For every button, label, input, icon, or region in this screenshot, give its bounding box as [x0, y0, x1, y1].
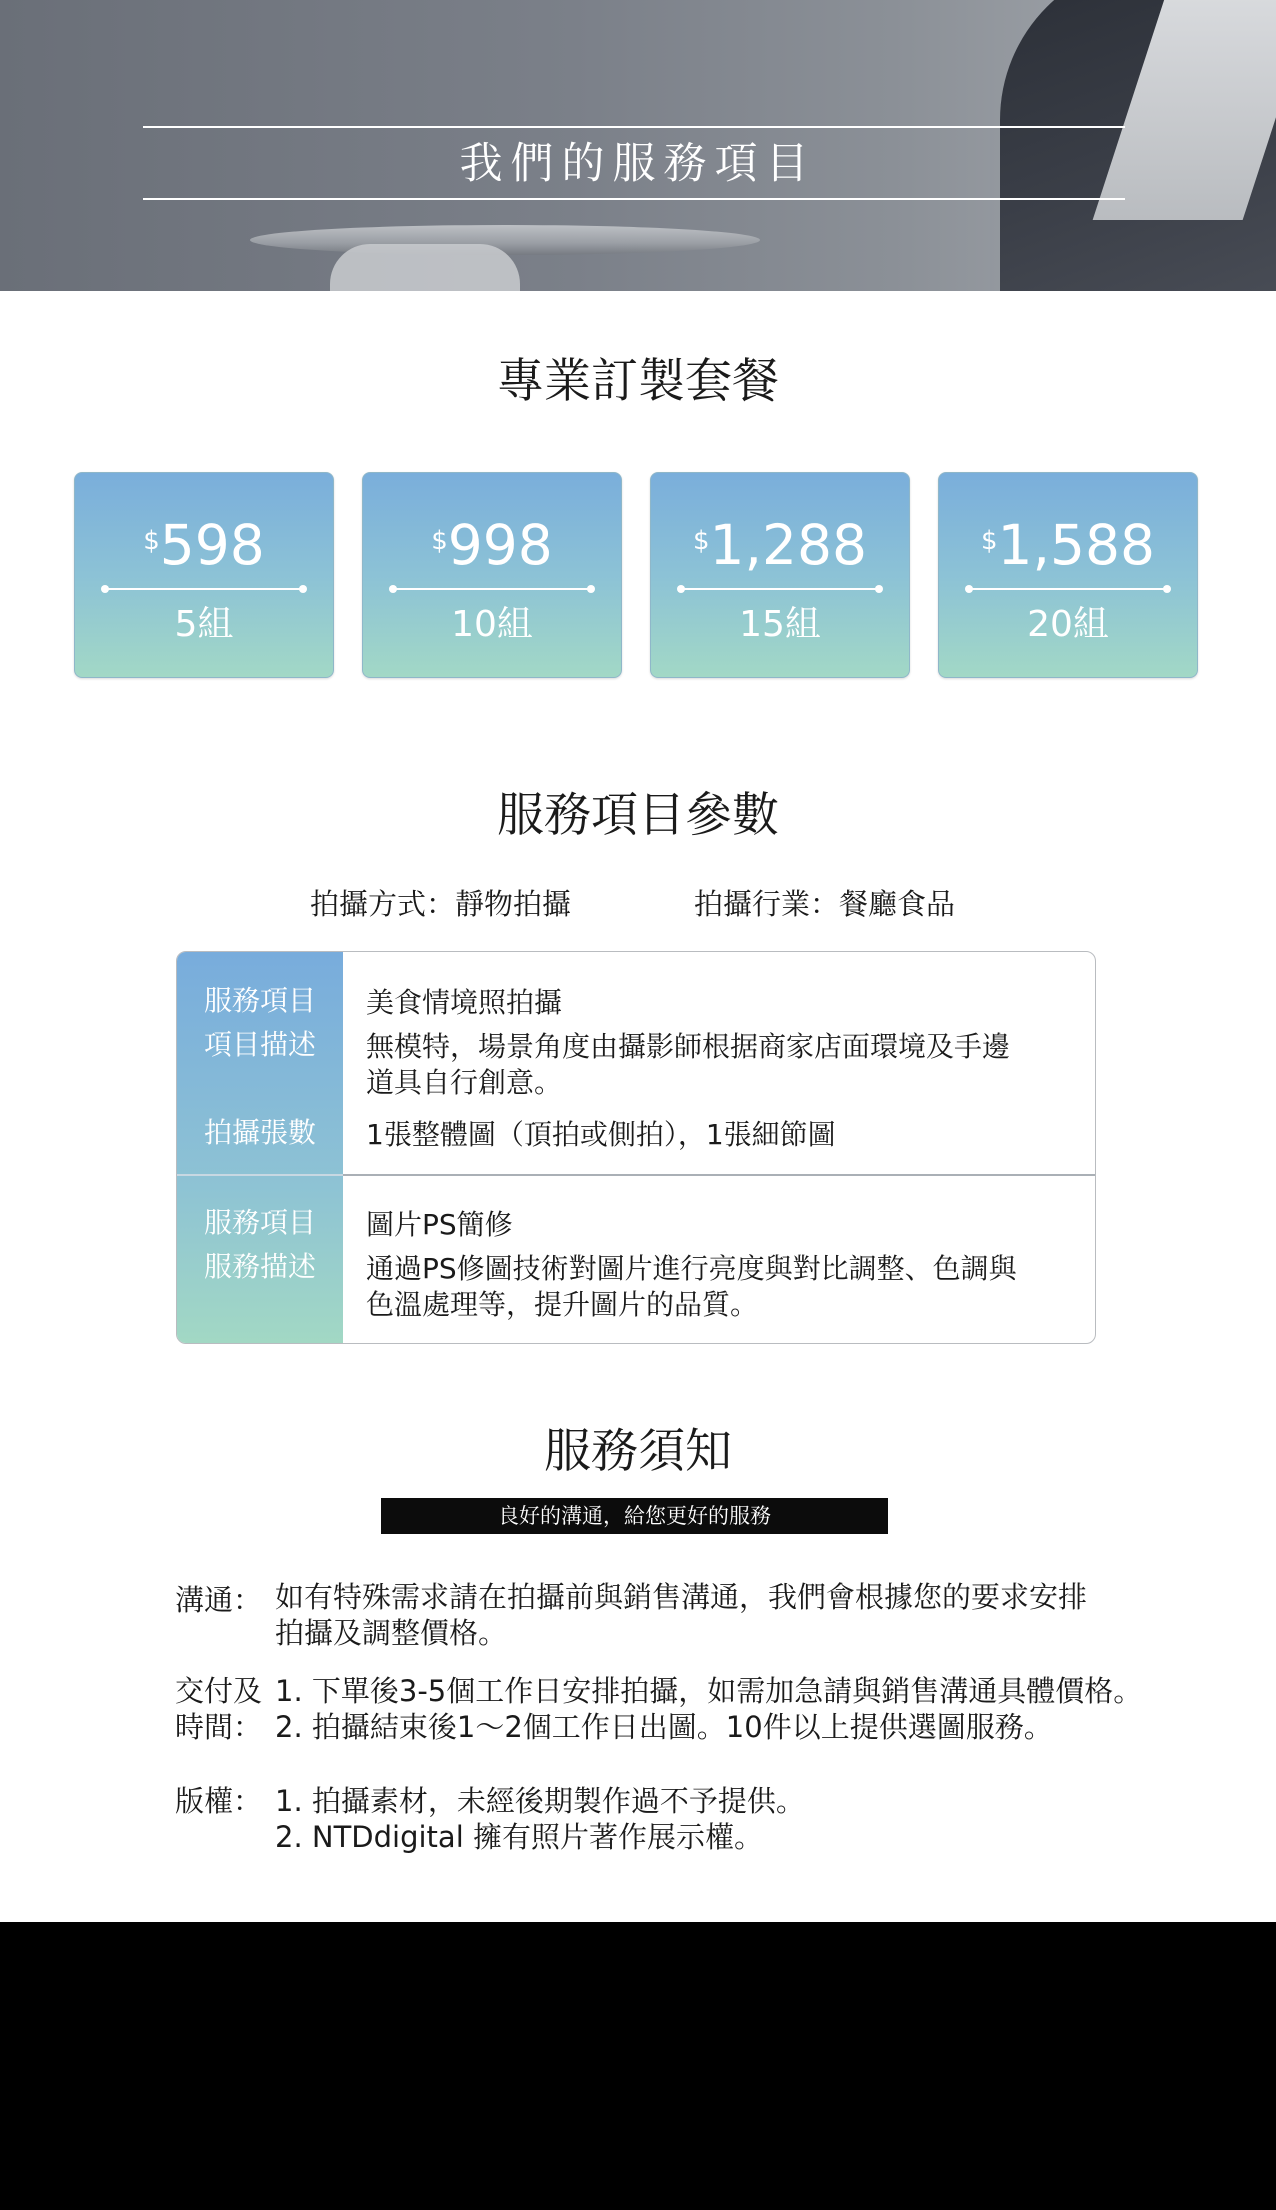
package-price: $598 [143, 513, 265, 577]
item-desc-line: 道具自行創意。 [366, 1066, 563, 1099]
communication-label: 溝通： [175, 1583, 263, 1617]
banner-title: 我們的服務項目 [459, 139, 817, 189]
package-cards [0, 472, 1276, 678]
banner-rule-bottom [143, 198, 1125, 200]
communication-line: 如有特殊需求請在拍攝前與銷售溝通，我們會根據您的要求安排 [275, 1580, 1088, 1614]
package-price: $998 [431, 513, 553, 577]
delivery-line: 2. 拍攝結束後1～2個工作日出圖。10件以上提供選圖服務。 [275, 1710, 1053, 1744]
label-row-divider [177, 1174, 343, 1176]
footer-block [0, 1922, 1276, 2210]
shooting-industry: 拍攝行業：餐廳食品 [694, 887, 956, 921]
packages-title: 專業訂製套餐 [497, 354, 779, 409]
copyright-line: 1. 拍攝素材，未經後期製作過不予提供。 [275, 1784, 805, 1818]
label-service-desc: 服務描述 [203, 1250, 316, 1283]
waiter-hand-image [330, 244, 520, 291]
delivery-label: 時間： [175, 1710, 263, 1744]
copyright-label: 版權： [175, 1784, 263, 1818]
label-shot-count: 拍攝張數 [203, 1116, 316, 1149]
package-groups: 20組 [1027, 604, 1109, 645]
card-divider [393, 588, 591, 590]
notice-subtitle: 良好的溝通，給您更好的服務 [381, 1498, 888, 1534]
banner-rule-top [143, 126, 1125, 128]
card-divider [969, 588, 1167, 590]
serving-tray-image [250, 225, 760, 255]
service-desc-line: 色溫處理等，提升圖片的品質。 [366, 1288, 759, 1321]
service-item-value: 美食情境照拍攝 [366, 986, 563, 1019]
params-title: 服務項目參數 [497, 788, 779, 843]
label-service-item: 服務項目 [203, 984, 316, 1017]
params-table [176, 951, 1096, 1344]
notice-title: 服務須知 [544, 1424, 732, 1479]
service-item-value: 圖片PS簡修 [366, 1208, 513, 1241]
delivery-label: 交付及 [175, 1674, 263, 1708]
shooting-method: 拍攝方式：靜物拍攝 [310, 887, 572, 921]
package-card-998[interactable] [362, 472, 622, 678]
copyright-line: 2. NTDdigital 擁有照片著作展示權。 [275, 1820, 763, 1854]
item-desc-line: 無模特，場景角度由攝影師根据商家店面環境及手邊 [366, 1030, 1011, 1063]
card-divider [681, 588, 879, 590]
package-groups: 15組 [739, 604, 821, 645]
package-card-1288[interactable] [650, 472, 910, 678]
service-desc-line: 通過PS修圖技術對圖片進行亮度與對比調整、色調與 [366, 1252, 1017, 1285]
card-divider [105, 588, 303, 590]
package-card-1588[interactable] [938, 472, 1198, 678]
delivery-line: 1. 下單後3-5個工作日安排拍攝，如需加急請與銷售溝通具體價格。 [275, 1674, 1143, 1708]
label-service-item: 服務項目 [203, 1206, 316, 1239]
package-price: $1,588 [980, 513, 1155, 577]
hero-banner [0, 0, 1276, 291]
label-item-desc: 項目描述 [203, 1028, 316, 1061]
communication-line: 拍攝及調整價格。 [275, 1616, 508, 1650]
shot-count-value: 1張整體圖（頂拍或側拍），1張細節圖 [366, 1118, 836, 1151]
package-price: $1,288 [692, 513, 867, 577]
package-groups: 5組 [174, 604, 234, 645]
package-groups: 10組 [451, 604, 533, 645]
package-card-598[interactable] [74, 472, 334, 678]
